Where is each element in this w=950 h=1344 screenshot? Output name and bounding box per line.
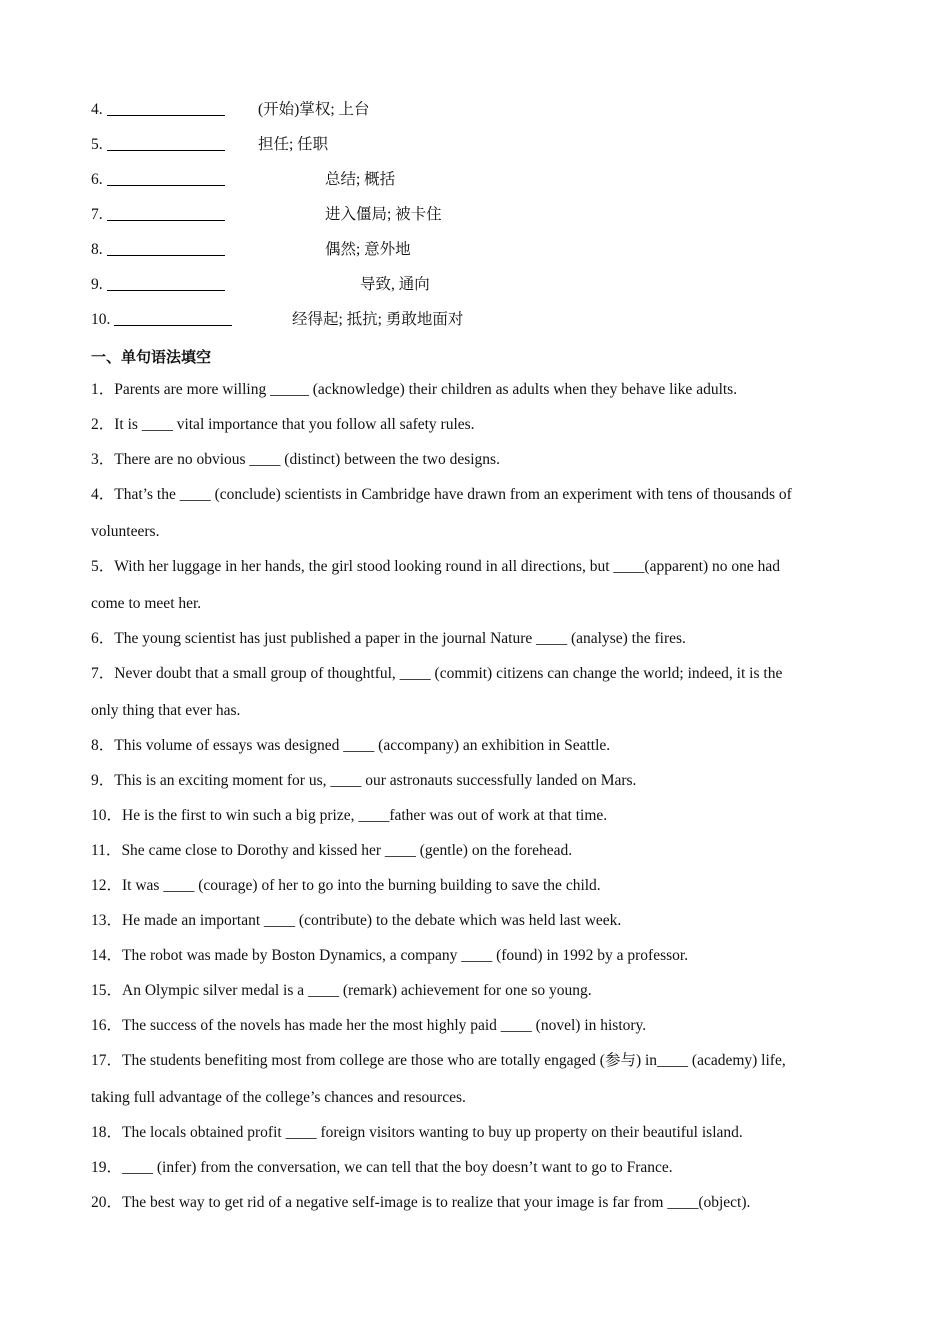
question-item <box>91 414 861 436</box>
vocab-number: 9. <box>91 276 103 293</box>
vocab-row <box>91 309 464 331</box>
vocab-meaning: (开始)掌权; 上台 <box>258 101 370 118</box>
answer-blank[interactable] <box>107 169 225 186</box>
question-number: 13． <box>91 912 123 929</box>
answer-blank[interactable] <box>107 134 225 151</box>
question-number: 8． <box>91 737 115 754</box>
question-text: Never doubt that a small group of thoughtful, ____ (commit) citizens can change the world; indeed, it is the <box>114 665 783 682</box>
question-continuation: only thing that ever has. <box>91 702 241 719</box>
question-number: 2． <box>91 416 115 433</box>
answer-blank[interactable] <box>107 274 225 291</box>
question-item <box>91 484 861 506</box>
question-text: He made an important ____ (contribute) to the debate which was held last week. <box>122 912 622 929</box>
question-item <box>91 910 861 932</box>
question-number: 3． <box>91 451 115 468</box>
answer-blank[interactable] <box>114 309 232 326</box>
question-text: This is an exciting moment for us, ____ our astronauts successfully landed on Mars. <box>114 772 637 789</box>
vocab-meaning: 经得起; 抵抗; 勇敢地面对 <box>292 311 464 328</box>
question-text: This volume of essays was designed ____ (accompany) an exhibition in Seattle. <box>114 737 611 754</box>
vocab-meaning: 导致, 通向 <box>360 276 430 293</box>
vocab-meaning: 担任; 任职 <box>258 136 329 153</box>
question-number: 7． <box>91 665 115 682</box>
question-number: 12． <box>91 877 123 894</box>
question-number: 10． <box>91 807 123 824</box>
question-item <box>91 1050 861 1072</box>
question-item <box>91 1192 861 1214</box>
vocab-number: 10. <box>91 311 111 328</box>
question-item <box>91 449 861 471</box>
question-item <box>91 875 861 897</box>
question-item <box>91 628 861 650</box>
question-continuation: taking full advantage of the college’s chances and resources. <box>91 1089 466 1106</box>
question-text: That’s the ____ (conclude) scientists in Cambridge have drawn from an experiment with tens of thousands of <box>114 486 792 503</box>
question-item <box>91 805 861 827</box>
question-text: An Olympic silver medal is a ____ (remark) achievement for one so young. <box>122 982 592 999</box>
question-text: It was ____ (courage) of her to go into the burning building to save the child. <box>122 877 601 894</box>
vocab-row <box>91 274 430 296</box>
question-text: There are no obvious ____ (distinct) between the two designs. <box>114 451 500 468</box>
vocab-row <box>91 169 396 191</box>
vocab-meaning: 偶然; 意外地 <box>325 241 411 258</box>
vocab-row <box>91 99 370 121</box>
question-text: The best way to get rid of a negative self-image is to realize that your image is far from ____(object). <box>122 1194 751 1211</box>
question-text: The locals obtained profit ____ foreign visitors wanting to buy up property on their beautiful island. <box>122 1124 743 1141</box>
question-text: The young scientist has just published a paper in the journal Nature ____ (analyse) the fires. <box>114 630 686 647</box>
question-text: The success of the novels has made her the most highly paid ____ (novel) in history. <box>122 1017 647 1034</box>
question-number: 14． <box>91 947 123 964</box>
vocab-row <box>91 204 442 226</box>
vocab-number: 8. <box>91 241 103 258</box>
answer-blank[interactable] <box>107 239 225 256</box>
question-text: She came close to Dorothy and kissed her ____ (gentle) on the forehead. <box>121 842 573 859</box>
question-number: 4． <box>91 486 115 503</box>
question-number: 1． <box>91 381 115 398</box>
question-text: Parents are more willing _____ (acknowledge) their children as adults when they behave like adults. <box>114 381 738 398</box>
question-item <box>91 556 861 578</box>
question-number: 6． <box>91 630 115 647</box>
vocab-number: 4. <box>91 101 103 118</box>
question-text: It is ____ vital importance that you follow all safety rules. <box>114 416 475 433</box>
vocab-number: 5. <box>91 136 103 153</box>
vocab-row <box>91 239 411 261</box>
question-item <box>91 840 861 862</box>
answer-blank[interactable] <box>107 99 225 116</box>
question-number: 9． <box>91 772 115 789</box>
question-number: 11． <box>91 842 122 859</box>
vocab-number: 6. <box>91 171 103 188</box>
vocab-meaning: 进入僵局; 被卡住 <box>325 206 442 223</box>
question-item <box>91 770 861 792</box>
question-number: 16． <box>91 1017 123 1034</box>
question-text: ____ (infer) from the conversation, we can tell that the boy doesn’t want to go to France. <box>122 1159 673 1176</box>
question-item <box>91 980 861 1002</box>
question-item <box>91 735 861 757</box>
question-continuation: come to meet her. <box>91 595 202 612</box>
question-continuation: volunteers. <box>91 523 160 540</box>
question-item <box>91 379 861 401</box>
question-number: 17． <box>91 1052 123 1069</box>
question-item <box>91 1015 861 1037</box>
question-text: The robot was made by Boston Dynamics, a company ____ (found) in 1992 by a professor. <box>122 947 689 964</box>
vocab-meaning: 总结; 概括 <box>325 171 396 188</box>
question-text: The students benefiting most from college are those who are totally engaged (参与) in____ (academy) life, <box>122 1052 786 1069</box>
question-item <box>91 1157 861 1179</box>
question-number: 15． <box>91 982 123 999</box>
question-item <box>91 945 861 967</box>
question-text: With her luggage in her hands, the girl stood looking round in all directions, but ____(apparent) no one had <box>114 558 780 575</box>
question-number: 18． <box>91 1124 123 1141</box>
question-number: 20． <box>91 1194 123 1211</box>
question-item <box>91 1122 861 1144</box>
vocab-row <box>91 134 329 156</box>
section-title: 一、单句语法填空 <box>91 348 212 366</box>
vocab-number: 7. <box>91 206 103 223</box>
answer-blank[interactable] <box>107 204 225 221</box>
question-item <box>91 663 861 685</box>
question-text: He is the first to win such a big prize, ____father was out of work at that time. <box>122 807 608 824</box>
question-number: 19． <box>91 1159 123 1176</box>
question-number: 5． <box>91 558 115 575</box>
